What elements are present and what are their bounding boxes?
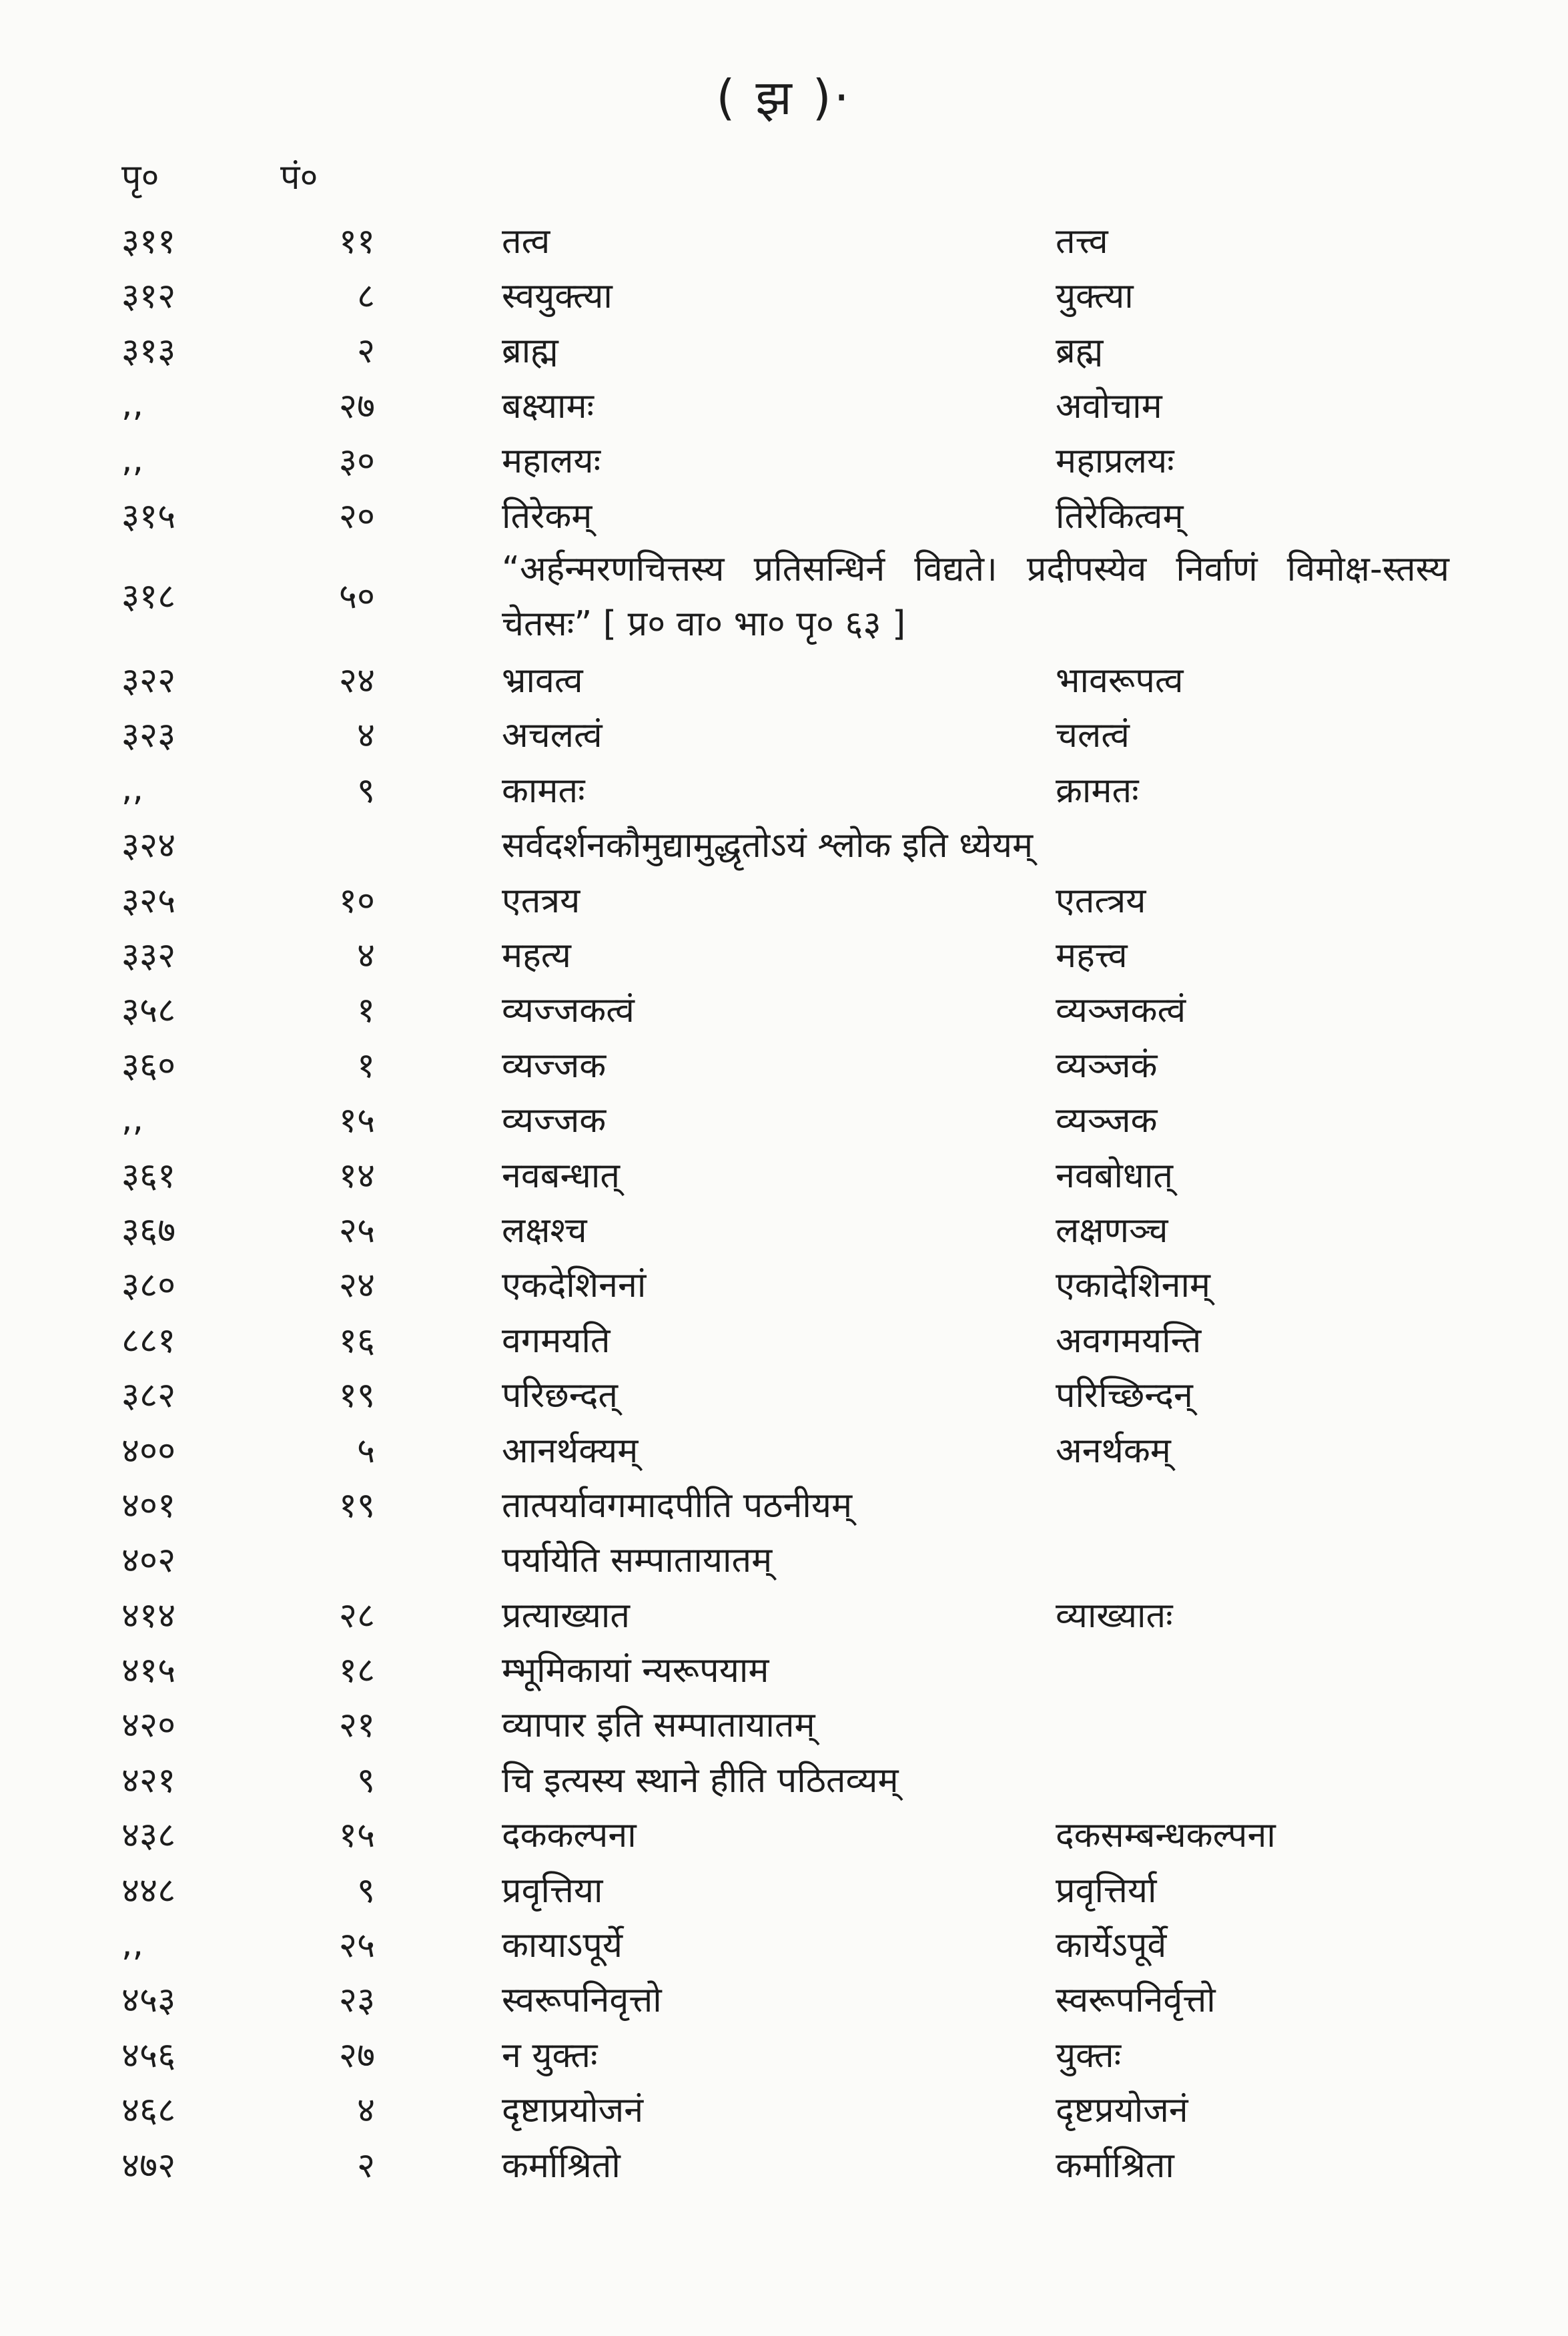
errata-row — [0, 762, 1456, 816]
errata-line-number: १५ — [338, 1815, 375, 1856]
errata-line-number: १६ — [338, 1320, 375, 1361]
errata-incorrect-text: चि इत्यस्य स्थाने हीति पठितव्यम् — [502, 1760, 899, 1801]
errata-row — [0, 267, 1456, 322]
errata-correct-text: स्वरूपनिर्वृत्तो — [1056, 1980, 1216, 2021]
errata-line-number: २५ — [338, 1926, 375, 1966]
errata-incorrect-text: दककल्पना — [502, 1815, 637, 1856]
errata-page-number: ४०२ — [121, 1540, 176, 1581]
errata-row — [0, 982, 1456, 1037]
errata-line-number: १४ — [338, 1155, 375, 1196]
errata-page-number: ४२० — [121, 1705, 176, 1746]
errata-incorrect-text: प्रवृत्तिया — [502, 1870, 603, 1911]
errata-line-number: २ — [356, 331, 375, 372]
errata-page-number: ४०० — [121, 1430, 176, 1471]
errata-row — [0, 2026, 1456, 2081]
errata-line-number: १ — [356, 990, 375, 1031]
errata-row — [0, 926, 1456, 981]
errata-line-number: १९ — [338, 1376, 375, 1416]
column-header-page: पृ० — [121, 158, 159, 198]
errata-correct-text: महाप्रलयः — [1056, 441, 1174, 482]
errata-line-number: २० — [338, 496, 375, 537]
errata-row — [0, 322, 1456, 377]
errata-line-number: १० — [338, 880, 375, 921]
errata-page-number: ३२५ — [121, 880, 176, 921]
errata-row — [0, 1147, 1456, 1201]
errata-page-number: ८८१ — [121, 1320, 176, 1361]
errata-correct-text: क्रामतः — [1056, 770, 1139, 811]
errata-page-number: ४०१ — [121, 1485, 176, 1526]
errata-line-number: ४ — [356, 715, 375, 756]
errata-correct-text: अनर्थकम् — [1056, 1430, 1171, 1471]
errata-correct-text: व्याख्यातः — [1056, 1595, 1173, 1636]
errata-page-number: ४१४ — [121, 1595, 176, 1636]
errata-correct-text: परिच्छिन्दन् — [1056, 1376, 1193, 1416]
errata-correct-text: तिरेकित्वम् — [1056, 496, 1184, 537]
errata-page-number: ४४८ — [121, 1870, 176, 1911]
errata-incorrect-text: आनर्थक्यम् — [502, 1430, 639, 1471]
errata-correct-text — [1056, 1476, 1456, 1531]
errata-line-number: ९ — [356, 770, 375, 811]
errata-row — [0, 1916, 1456, 1971]
errata-correct-text: भावरूपत्व — [1056, 661, 1184, 701]
errata-page-number: ३२३ — [121, 715, 176, 756]
errata-line-number: ४ — [356, 2090, 375, 2131]
errata-incorrect-text: व्यज्जक — [502, 1101, 607, 1141]
errata-page-number: ३२२ — [121, 661, 176, 701]
errata-row — [0, 1751, 1456, 1806]
errata-incorrect-text: सर्वदर्शनकौमुद्यामुद्धृतोऽयं श्लोक इति ध्येयम् — [502, 826, 1034, 866]
errata-incorrect-text: ब्राह्म — [502, 331, 558, 372]
errata-correct-text — [1056, 1532, 1456, 1586]
errata-incorrect-text: बक्ष्यामः — [502, 386, 595, 426]
errata-line-number: ८ — [356, 276, 375, 317]
errata-correct-text: कर्माश्रिता — [1056, 2145, 1174, 2186]
errata-row — [0, 1972, 1456, 2026]
errata-line-number: २८ — [338, 1595, 375, 1636]
errata-incorrect-text: कर्माश्रितो — [502, 2145, 621, 2186]
errata-page-number: ४७२ — [121, 2145, 176, 2186]
errata-row — [0, 432, 1456, 487]
errata-table — [0, 212, 1456, 2191]
errata-correct-text: ब्रह्म — [1056, 331, 1104, 372]
errata-row — [0, 1257, 1456, 1311]
errata-page-number: ,, — [121, 1099, 144, 1139]
errata-correct-text — [1056, 1697, 1456, 1751]
errata-row — [0, 1641, 1456, 1696]
errata-row — [0, 1586, 1456, 1641]
errata-incorrect-text: एतत्रय — [502, 880, 580, 921]
errata-row — [0, 212, 1456, 267]
errata-row — [0, 1807, 1456, 1861]
errata-line-number: २७ — [338, 386, 375, 426]
errata-correct-text: एतत्त्रय — [1056, 880, 1146, 921]
errata-page-number: ३८२ — [121, 1376, 176, 1416]
errata-row — [0, 487, 1456, 542]
errata-incorrect-text: महालयः — [502, 441, 601, 482]
errata-row — [0, 1366, 1456, 1421]
errata-line-number: २४ — [338, 661, 375, 701]
errata-incorrect-text: कायाऽपूर्ये — [502, 1926, 623, 1966]
errata-line-number: ४ — [356, 935, 375, 976]
errata-page-number: ३५८ — [121, 990, 176, 1031]
errata-row — [0, 1037, 1456, 1091]
errata-correct-text: चलत्वं — [1056, 715, 1130, 756]
errata-line-number — [282, 1532, 375, 1586]
errata-row — [0, 1532, 1456, 1586]
errata-page-number: ४१५ — [121, 1651, 176, 1691]
errata-incorrect-text: नवबन्धात् — [502, 1155, 620, 1196]
errata-correct-text: अवोचाम — [1056, 386, 1162, 426]
errata-page-number: ,, — [121, 384, 144, 425]
errata-page-number: ४५६ — [121, 2035, 176, 2076]
errata-page-number: ४५३ — [121, 1980, 176, 2021]
errata-line-number: २४ — [338, 1265, 375, 1306]
errata-incorrect-text: स्वयुक्त्या — [502, 276, 613, 317]
errata-correct-text: युक्त्या — [1056, 276, 1134, 317]
errata-line-number: ५ — [356, 1430, 375, 1471]
errata-incorrect-text: व्यापार इति सम्पातायातम् — [502, 1705, 815, 1746]
errata-incorrect-text: दृष्टाप्रयोजनं — [502, 2090, 644, 2131]
errata-correct-text: अवगमयन्ति — [1056, 1320, 1202, 1361]
errata-page-number: ३२४ — [121, 826, 176, 866]
errata-row — [0, 1697, 1456, 1751]
errata-row — [0, 2136, 1456, 2191]
errata-line-number: ३० — [338, 441, 375, 482]
errata-incorrect-text: वगमयति — [502, 1320, 611, 1361]
errata-correct-text: युक्तः — [1056, 2035, 1122, 2076]
errata-correct-text: नवबोधात् — [1056, 1155, 1174, 1196]
errata-correct-text: एकादेशिनाम् — [1056, 1265, 1211, 1306]
errata-row — [0, 2082, 1456, 2136]
errata-correct-text — [1056, 817, 1456, 872]
errata-correct-text: व्यञ्जकं — [1056, 1045, 1158, 1086]
errata-line-number: ९ — [356, 1760, 375, 1801]
errata-line-number — [282, 817, 375, 872]
errata-correct-text: लक्षणञ्च — [1056, 1210, 1168, 1251]
errata-correct-text: दृष्टप्रयोजनं — [1056, 2090, 1188, 2131]
errata-correct-text: व्यञ्जक — [1056, 1101, 1158, 1141]
errata-correct-text: प्रवृत्तिर्या — [1056, 1870, 1157, 1911]
errata-line-number: १९ — [338, 1485, 375, 1526]
column-header-line: पं० — [280, 158, 318, 198]
page-marker: ( झ )· — [716, 69, 852, 125]
errata-page-number: ४६८ — [121, 2090, 176, 2131]
errata-incorrect-text: प्रत्याख्यात — [502, 1595, 630, 1636]
errata-line-number: २३ — [338, 1980, 375, 2021]
errata-correct-text: तत्त्व — [1056, 221, 1108, 262]
errata-page-number: ४३८ — [121, 1815, 176, 1856]
errata-correct-text: दकसम्बन्धकल्पना — [1056, 1815, 1276, 1856]
errata-line-number: ५० — [338, 577, 375, 617]
errata-row — [0, 377, 1456, 432]
errata-page-number: ४२१ — [121, 1760, 176, 1801]
errata-incorrect-text: अचलत्वं — [502, 715, 603, 756]
errata-page-number: ,, — [121, 769, 144, 810]
errata-row — [0, 817, 1456, 872]
errata-incorrect-text: परिछन्दत् — [502, 1376, 619, 1416]
errata-incorrect-text: तिरेकम् — [502, 496, 593, 537]
errata-line-number: १ — [356, 1045, 375, 1086]
errata-line-number: ९ — [356, 1870, 375, 1911]
errata-incorrect-text: भ्रावत्व — [502, 661, 583, 701]
errata-incorrect-text: तात्पर्यावगमादपीति पठनीयम् — [502, 1485, 853, 1526]
errata-page-number: ३१५ — [121, 496, 176, 537]
errata-page-number: ३६१ — [121, 1155, 176, 1196]
errata-row — [0, 707, 1456, 762]
errata-line-number: २ — [356, 2145, 375, 2186]
errata-line-number: २१ — [338, 1705, 375, 1746]
errata-incorrect-text: व्यज्जकत्वं — [502, 990, 635, 1031]
errata-row — [0, 1861, 1456, 1916]
errata-page-number: ३१३ — [121, 331, 176, 372]
errata-row — [0, 1422, 1456, 1476]
errata-correct-text — [1056, 1751, 1456, 1806]
errata-line-number: २७ — [338, 2035, 375, 2076]
errata-row — [0, 651, 1456, 706]
errata-row — [0, 1476, 1456, 1531]
errata-table-body — [0, 212, 1456, 2191]
errata-note-text: “अर्हन्मरणचित्तस्य प्रतिसन्धिर्न विद्यते। प्रदीपस्येव निर्वाणं विमोक्ष-स्तस्य चेतसः” [ प्र० वा० भा० पृ० ६३ ] — [502, 549, 1449, 645]
column-headers — [0, 152, 1568, 212]
errata-correct-text: महत्त्व — [1056, 935, 1128, 976]
errata-incorrect-text: महत्य — [502, 935, 571, 976]
errata-incorrect-text: कामतः — [502, 770, 585, 811]
errata-page-number: ३११ — [121, 221, 176, 262]
errata-page-number: ३६७ — [121, 1210, 176, 1251]
errata-incorrect-text: लक्षश्च — [502, 1210, 587, 1251]
errata-row — [0, 872, 1456, 926]
errata-incorrect-text: म्भूमिकायां न्यरूपयाम — [502, 1651, 769, 1691]
errata-row — [0, 1201, 1456, 1256]
errata-incorrect-text: पर्यायेति सम्पातायातम् — [502, 1540, 773, 1581]
errata-page-number: ३३२ — [121, 935, 176, 976]
errata-page-number: ,, — [121, 439, 144, 480]
errata-incorrect-text: न युक्तः — [502, 2035, 598, 2076]
errata-page-number: ३६० — [121, 1045, 176, 1086]
errata-line-number: १८ — [338, 1651, 375, 1691]
errata-page-number: ,, — [121, 1924, 144, 1964]
errata-row — [0, 1091, 1456, 1146]
errata-correct-text — [1056, 1641, 1456, 1696]
errata-correct-text: व्यञ्जकत्वं — [1056, 990, 1186, 1031]
errata-line-number: १५ — [338, 1101, 375, 1141]
errata-correct-text: कार्येऽपूर्वे — [1056, 1926, 1167, 1966]
errata-incorrect-text: स्वरूपनिवृत्तो — [502, 1980, 662, 2021]
errata-incorrect-text: एकदेशिननां — [502, 1265, 647, 1306]
errata-page-number: ३१८ — [121, 577, 176, 617]
errata-line-number: ११ — [338, 221, 375, 262]
errata-incorrect-text: तत्व — [502, 221, 550, 262]
errata-page-number: ३१२ — [121, 276, 176, 317]
errata-row — [0, 1311, 1456, 1366]
errata-page-number: ३८० — [121, 1265, 176, 1306]
errata-line-number: २५ — [338, 1210, 375, 1251]
errata-incorrect-text: व्यज्जक — [502, 1045, 607, 1086]
errata-incorrect-text — [375, 542, 1456, 651]
errata-row — [0, 542, 1456, 651]
